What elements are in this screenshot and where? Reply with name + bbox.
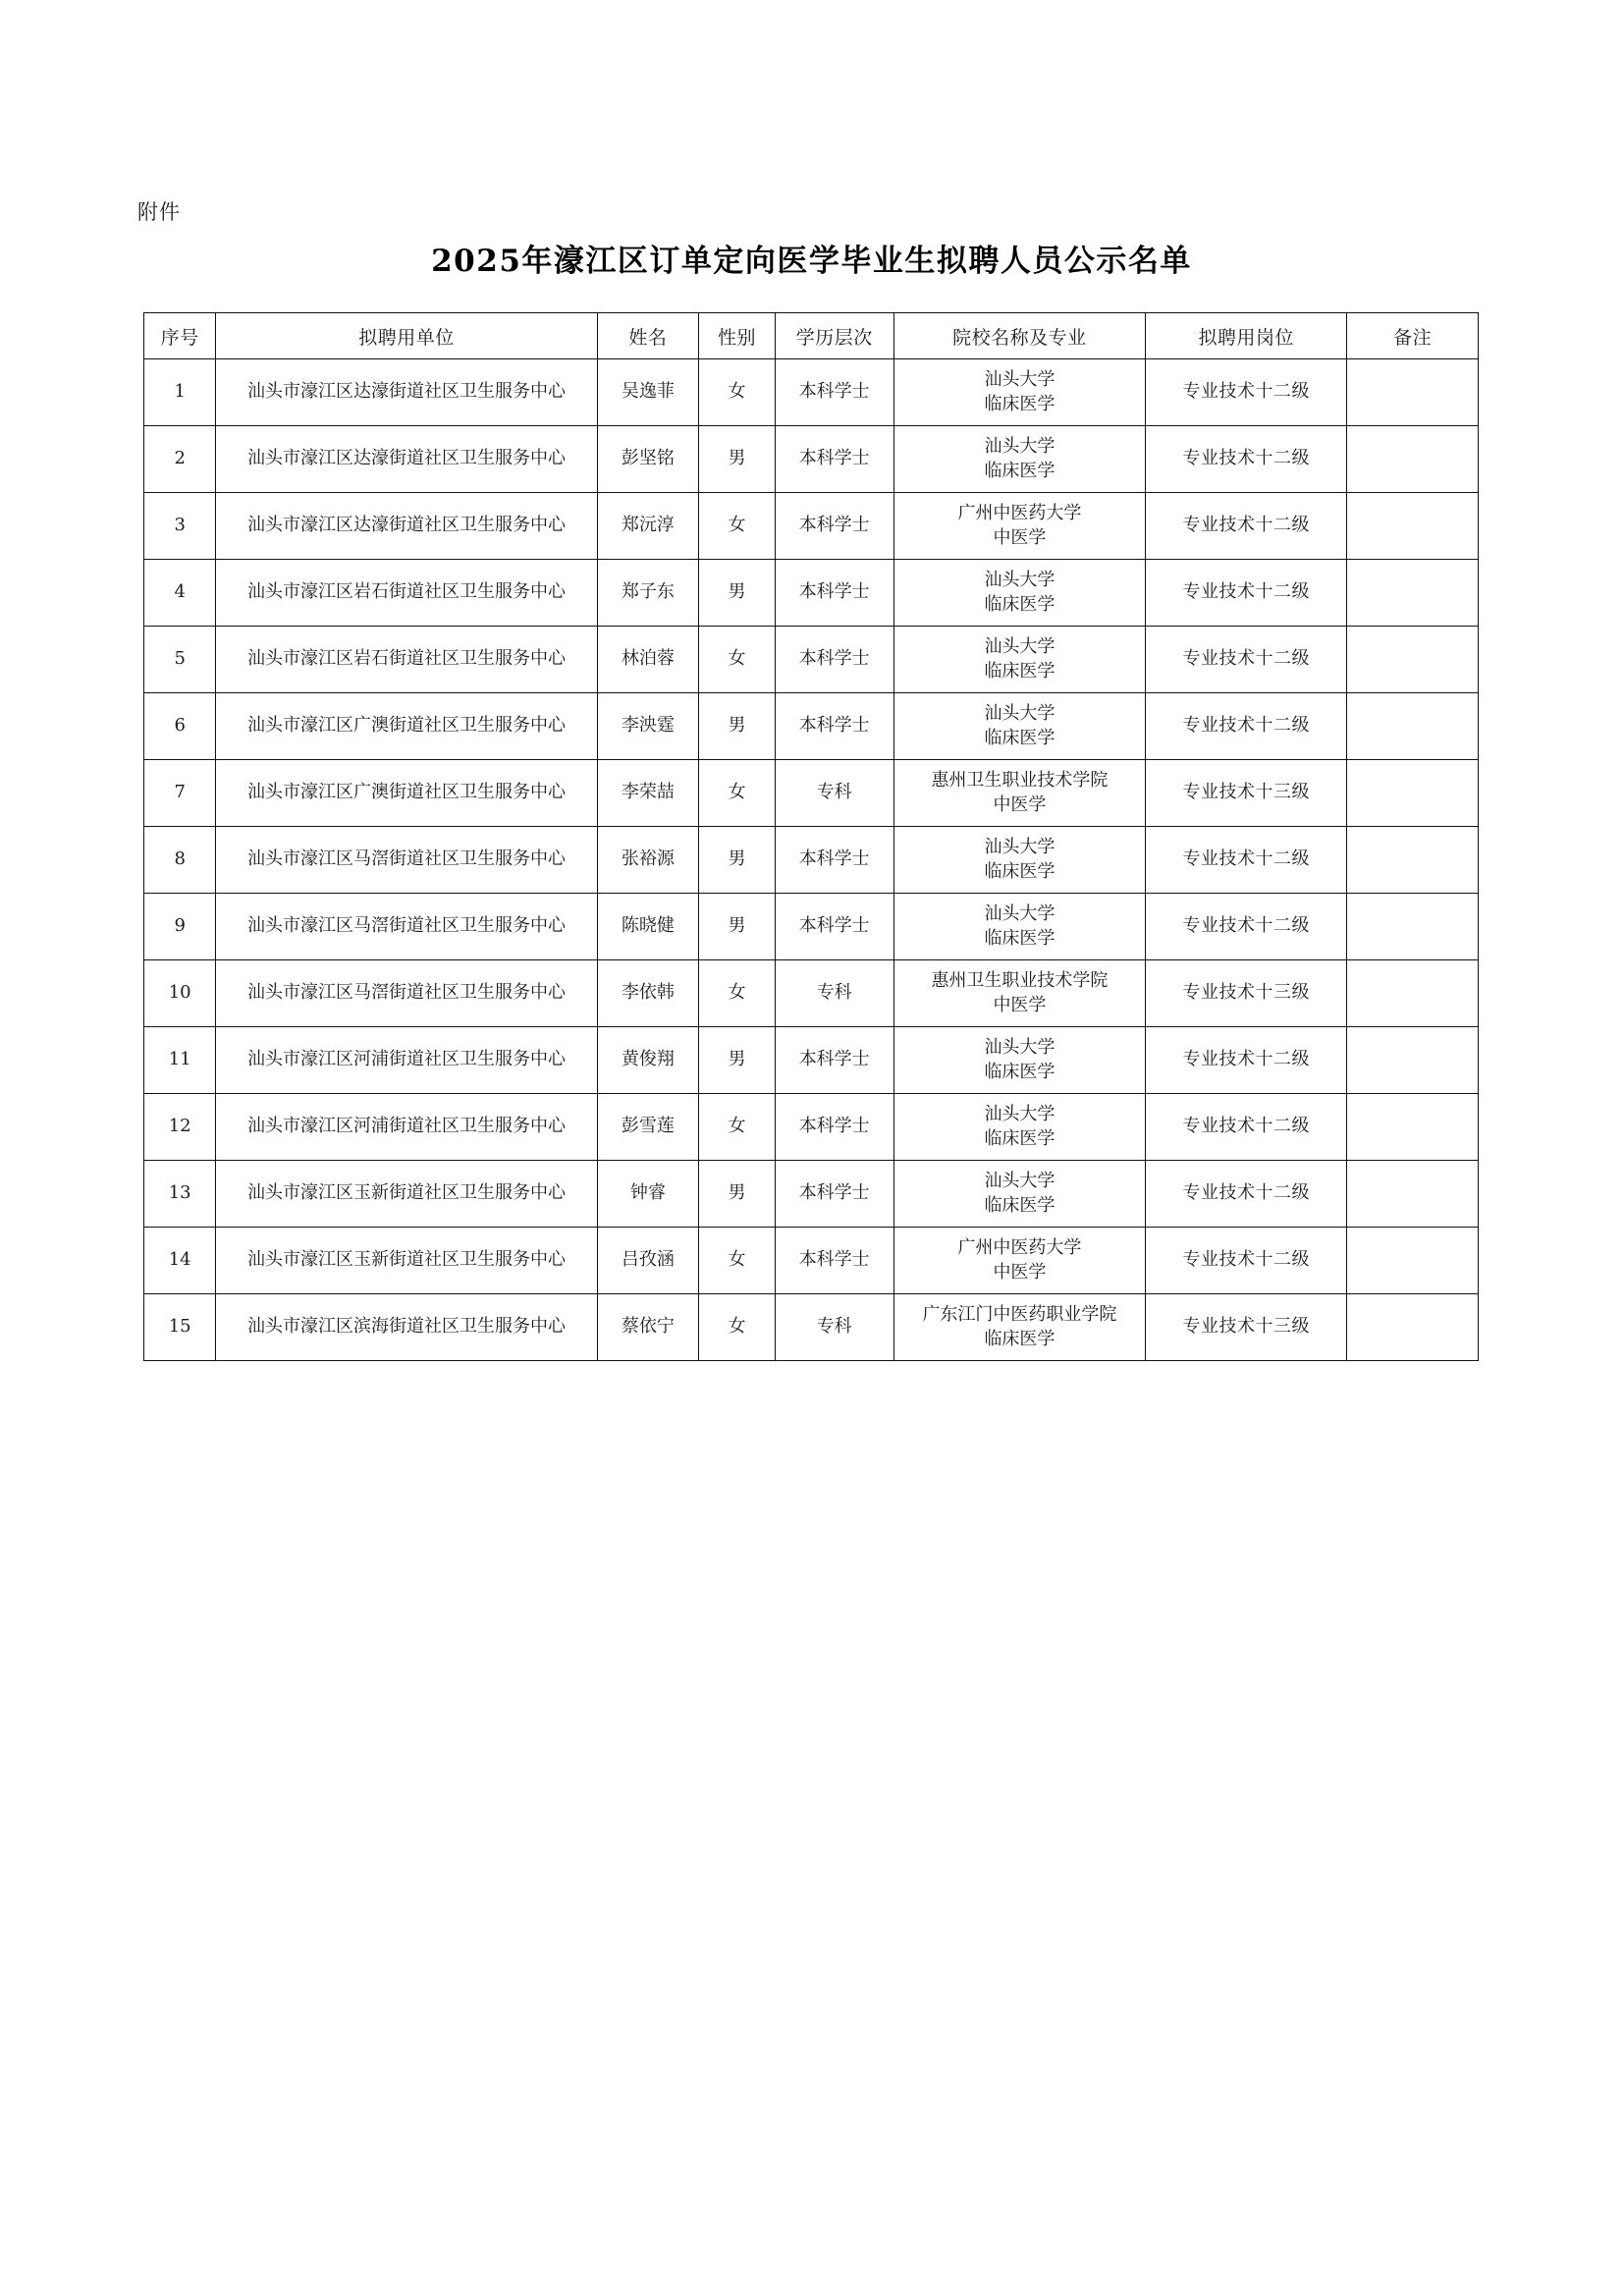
cell-post: 专业技术十二级: [1146, 1228, 1347, 1294]
cell-degree: 专科: [775, 960, 893, 1027]
cell-degree: 本科学士: [775, 1027, 893, 1094]
cell-post: 专业技术十二级: [1146, 359, 1347, 426]
table-row: [144, 693, 1479, 760]
cell-unit: 汕头市濠江区达濠街道社区卫生服务中心: [216, 426, 597, 493]
school-major: 中医学: [993, 1261, 1047, 1283]
cell-name: 彭坚铭: [597, 426, 699, 493]
cell-name: 李依韩: [597, 960, 699, 1027]
cell-unit: 汕头市濠江区广澳街道社区卫生服务中心: [216, 760, 597, 827]
cell-index: 5: [144, 627, 216, 693]
cell-post: 专业技术十二级: [1146, 1094, 1347, 1161]
cell-gender: 男: [699, 1161, 776, 1228]
cell-degree: 本科学士: [775, 1094, 893, 1161]
cell-name: 吴逸菲: [597, 359, 699, 426]
cell-degree: 本科学士: [775, 426, 893, 493]
school-name: 汕头大学: [984, 369, 1055, 391]
cell-remark: [1347, 1161, 1479, 1228]
cell-remark: [1347, 359, 1479, 426]
table-row: [144, 627, 1479, 693]
school-major: 中医学: [993, 994, 1047, 1015]
table-row: [144, 960, 1479, 1027]
school-major: 临床医学: [984, 1328, 1055, 1349]
cell-unit: 汕头市濠江区岩石街道社区卫生服务中心: [216, 560, 597, 627]
cell-post: 专业技术十三级: [1146, 760, 1347, 827]
column-header-school: 院校名称及专业: [893, 313, 1146, 359]
cell-remark: [1347, 560, 1479, 627]
column-header-unit: 拟聘用单位: [216, 313, 597, 359]
school-name: 汕头大学: [984, 1171, 1055, 1192]
cell-unit: 汕头市濠江区滨海街道社区卫生服务中心: [216, 1294, 597, 1361]
cell-post: 专业技术十二级: [1146, 693, 1347, 760]
school-major: 临床医学: [984, 1127, 1055, 1149]
cell-index: 12: [144, 1094, 216, 1161]
cell-unit: 汕头市濠江区河浦街道社区卫生服务中心: [216, 1027, 597, 1094]
cell-degree: 本科学士: [775, 359, 893, 426]
cell-gender: 男: [699, 693, 776, 760]
table-row: [144, 827, 1479, 894]
table-row: [144, 560, 1479, 627]
cell-school: [893, 693, 1146, 760]
cell-index: 14: [144, 1228, 216, 1294]
cell-index: 13: [144, 1161, 216, 1228]
cell-school: [893, 426, 1146, 493]
cell-post: 专业技术十二级: [1146, 560, 1347, 627]
cell-post: 专业技术十二级: [1146, 426, 1347, 493]
cell-degree: 本科学士: [775, 894, 893, 960]
cell-unit: 汕头市濠江区达濠街道社区卫生服务中心: [216, 493, 597, 560]
cell-degree: 本科学士: [775, 693, 893, 760]
table-row: [144, 894, 1479, 960]
cell-unit: 汕头市濠江区达濠街道社区卫生服务中心: [216, 359, 597, 426]
school-major: 临床医学: [984, 460, 1055, 481]
cell-index: 10: [144, 960, 216, 1027]
school-major: 临床医学: [984, 727, 1055, 748]
school-major: 临床医学: [984, 660, 1055, 682]
cell-degree: 专科: [775, 760, 893, 827]
cell-name: 郑子东: [597, 560, 699, 627]
cell-school: [893, 493, 1146, 560]
school-major: 临床医学: [984, 1194, 1055, 1216]
cell-name: 钟睿: [597, 1161, 699, 1228]
cell-degree: 本科学士: [775, 493, 893, 560]
cell-index: 1: [144, 359, 216, 426]
table-row: [144, 1094, 1479, 1161]
cell-school: [893, 1027, 1146, 1094]
cell-gender: 女: [699, 359, 776, 426]
school-name: 汕头大学: [984, 1037, 1055, 1059]
cell-unit: 汕头市濠江区马滘街道社区卫生服务中心: [216, 960, 597, 1027]
table-row: [144, 1161, 1479, 1228]
cell-unit: 汕头市濠江区广澳街道社区卫生服务中心: [216, 693, 597, 760]
cell-name: 黄俊翔: [597, 1027, 699, 1094]
school-name: 汕头大学: [984, 837, 1055, 858]
school-name: 汕头大学: [984, 570, 1055, 591]
cell-name: 张裕源: [597, 827, 699, 894]
cell-gender: 女: [699, 960, 776, 1027]
cell-index: 15: [144, 1294, 216, 1361]
cell-remark: [1347, 827, 1479, 894]
cell-remark: [1347, 1294, 1479, 1361]
cell-gender: 男: [699, 1027, 776, 1094]
table-row: [144, 426, 1479, 493]
cell-gender: 男: [699, 827, 776, 894]
cell-index: 8: [144, 827, 216, 894]
cell-degree: 本科学士: [775, 1161, 893, 1228]
cell-gender: 男: [699, 560, 776, 627]
roster-table: [143, 312, 1479, 1361]
cell-school: [893, 1094, 1146, 1161]
school-name: 汕头大学: [984, 436, 1055, 458]
cell-degree: 本科学士: [775, 627, 893, 693]
school-name: 汕头大学: [984, 636, 1055, 658]
cell-remark: [1347, 960, 1479, 1027]
cell-degree: 本科学士: [775, 1228, 893, 1294]
cell-school: [893, 627, 1146, 693]
table-row: [144, 359, 1479, 426]
cell-unit: 汕头市濠江区玉新街道社区卫生服务中心: [216, 1161, 597, 1228]
cell-name: 蔡依宁: [597, 1294, 699, 1361]
cell-degree: 本科学士: [775, 560, 893, 627]
cell-school: [893, 760, 1146, 827]
column-header-post: 拟聘用岗位: [1146, 313, 1347, 359]
cell-post: 专业技术十二级: [1146, 1027, 1347, 1094]
cell-gender: 女: [699, 1294, 776, 1361]
school-name: 广州中医药大学: [957, 503, 1082, 524]
cell-gender: 女: [699, 760, 776, 827]
cell-remark: [1347, 1228, 1479, 1294]
cell-unit: 汕头市濠江区河浦街道社区卫生服务中心: [216, 1094, 597, 1161]
cell-remark: [1347, 1027, 1479, 1094]
school-name: 广州中医药大学: [957, 1237, 1082, 1259]
school-major: 临床医学: [984, 393, 1055, 414]
school-major: 临床医学: [984, 927, 1055, 949]
cell-gender: 男: [699, 426, 776, 493]
school-major: 中医学: [993, 793, 1047, 815]
cell-post: 专业技术十二级: [1146, 493, 1347, 560]
cell-name: 彭雪莲: [597, 1094, 699, 1161]
table-header: [144, 313, 1479, 359]
cell-post: 专业技术十二级: [1146, 1161, 1347, 1228]
cell-index: 11: [144, 1027, 216, 1094]
table-row: [144, 1294, 1479, 1361]
cell-index: 3: [144, 493, 216, 560]
cell-degree: 本科学士: [775, 827, 893, 894]
column-header-gender: 性别: [699, 313, 776, 359]
school-major: 中医学: [993, 526, 1047, 548]
table-row: [144, 1027, 1479, 1094]
cell-index: 9: [144, 894, 216, 960]
cell-school: [893, 1161, 1146, 1228]
cell-degree: 专科: [775, 1294, 893, 1361]
cell-gender: 女: [699, 627, 776, 693]
cell-gender: 男: [699, 894, 776, 960]
table-body: [144, 359, 1479, 1361]
attachment-label: 附件: [137, 200, 181, 224]
cell-name: 陈晓健: [597, 894, 699, 960]
cell-name: 李泱霆: [597, 693, 699, 760]
cell-gender: 女: [699, 1228, 776, 1294]
cell-school: [893, 359, 1146, 426]
column-header-remark: 备注: [1347, 313, 1479, 359]
cell-school: [893, 960, 1146, 1027]
school-name: 汕头大学: [984, 903, 1055, 925]
cell-index: 7: [144, 760, 216, 827]
cell-name: 李荣喆: [597, 760, 699, 827]
cell-remark: [1347, 426, 1479, 493]
cell-name: 吕孜涵: [597, 1228, 699, 1294]
cell-name: 林泊蓉: [597, 627, 699, 693]
cell-index: 4: [144, 560, 216, 627]
cell-remark: [1347, 1094, 1479, 1161]
column-header-index: 序号: [144, 313, 216, 359]
cell-post: 专业技术十二级: [1146, 627, 1347, 693]
column-header-name: 姓名: [597, 313, 699, 359]
roster-table-container: [143, 312, 1479, 1361]
school-name: 汕头大学: [984, 703, 1055, 725]
cell-post: 专业技术十二级: [1146, 894, 1347, 960]
cell-unit: 汕头市濠江区马滘街道社区卫生服务中心: [216, 827, 597, 894]
school-name: 广东江门中医药职业学院: [922, 1304, 1117, 1326]
cell-index: 2: [144, 426, 216, 493]
cell-unit: 汕头市濠江区岩石街道社区卫生服务中心: [216, 627, 597, 693]
cell-remark: [1347, 493, 1479, 560]
school-name: 惠州卫生职业技术学院: [931, 970, 1109, 992]
table-row: [144, 493, 1479, 560]
cell-remark: [1347, 693, 1479, 760]
cell-unit: 汕头市濠江区玉新街道社区卫生服务中心: [216, 1228, 597, 1294]
cell-school: [893, 560, 1146, 627]
school-major: 临床医学: [984, 593, 1055, 615]
cell-school: [893, 894, 1146, 960]
cell-post: 专业技术十三级: [1146, 960, 1347, 1027]
table-header-row: [144, 313, 1479, 359]
column-header-degree: 学历层次: [775, 313, 893, 359]
school-major: 临床医学: [984, 1061, 1055, 1082]
table-row: [144, 760, 1479, 827]
cell-post: 专业技术十三级: [1146, 1294, 1347, 1361]
cell-school: [893, 1228, 1146, 1294]
page-title: 2025年濠江区订单定向医学毕业生拟聘人员公示名单: [431, 244, 1192, 279]
school-major: 临床医学: [984, 860, 1055, 882]
cell-remark: [1347, 894, 1479, 960]
cell-post: 专业技术十二级: [1146, 827, 1347, 894]
cell-remark: [1347, 627, 1479, 693]
cell-school: [893, 1294, 1146, 1361]
cell-remark: [1347, 760, 1479, 827]
cell-gender: 女: [699, 493, 776, 560]
cell-gender: 女: [699, 1094, 776, 1161]
cell-unit: 汕头市濠江区马滘街道社区卫生服务中心: [216, 894, 597, 960]
table-row: [144, 1228, 1479, 1294]
school-name: 惠州卫生职业技术学院: [931, 770, 1109, 792]
cell-index: 6: [144, 693, 216, 760]
school-name: 汕头大学: [984, 1104, 1055, 1125]
cell-name: 郑沅淳: [597, 493, 699, 560]
cell-school: [893, 827, 1146, 894]
